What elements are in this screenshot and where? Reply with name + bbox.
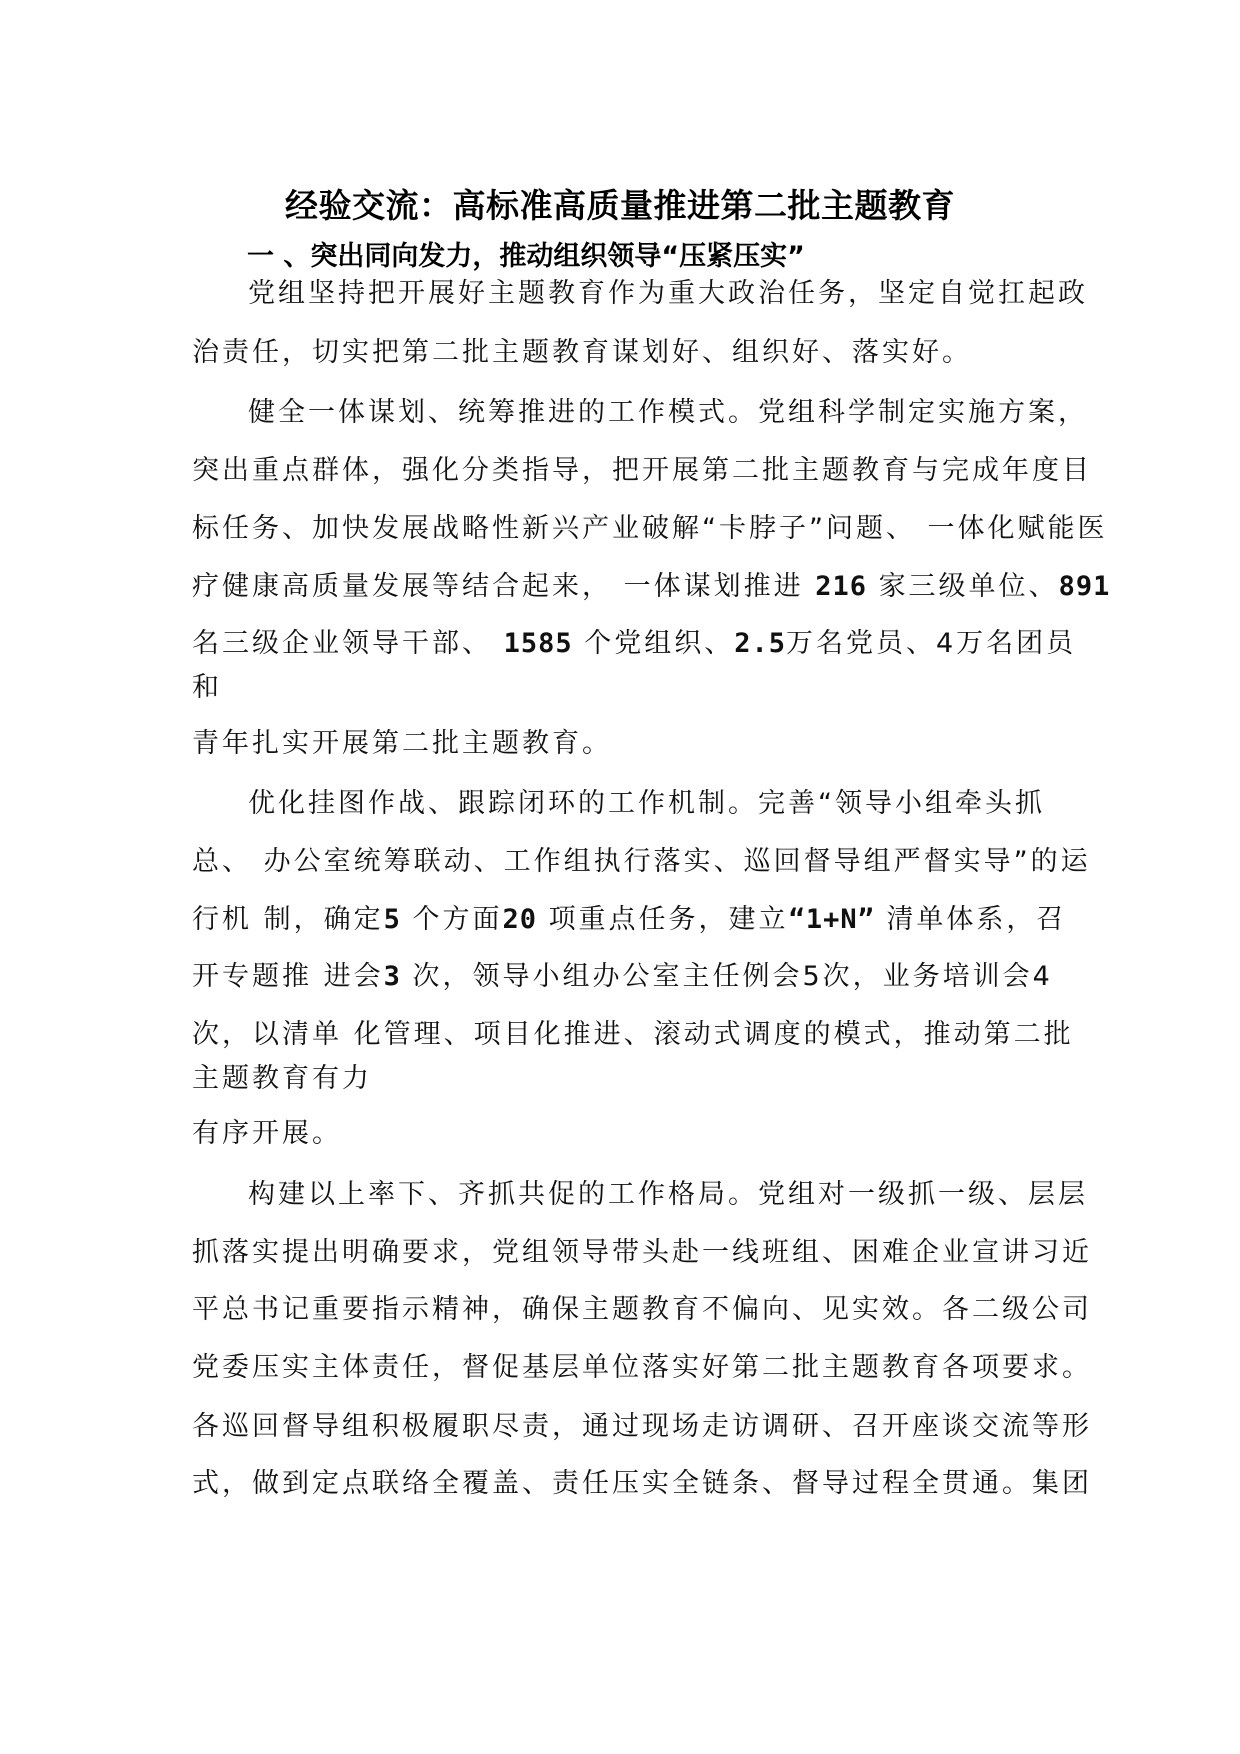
paragraph-line: 党委压实主体责任，督促基层单位落实好第二批主题教育各项要求。	[192, 1352, 1092, 1383]
paragraph-line	[192, 960, 1053, 994]
paragraph-line: 主题教育有力	[192, 1063, 372, 1094]
text-segment: 万名党员、4万名团员	[786, 628, 1077, 659]
text-segment: 家三级单位、	[878, 571, 1059, 602]
paragraph-line: 青年扎实开展第二批主题教育。	[192, 728, 612, 759]
paragraph-line: 党组坚持把开展好主题教育作为重大政治任务，坚定自觉扛起政	[248, 278, 1088, 309]
number-text: 5	[383, 904, 401, 935]
number-text: 20	[502, 904, 537, 935]
number-text: 216	[815, 571, 867, 602]
paragraph-line: 总、 办公室统筹联动、工作组执行落实、巡回督导组严督实导”的运	[192, 846, 1091, 877]
paragraph-line: 健全一体谋划、统筹推进的工作模式。党组科学制定实施方案，	[248, 397, 1088, 428]
text-segment: 疗健康高质量发展等结合起来， 一体谋划推进	[192, 571, 804, 602]
paragraph-line: 构建以上率下、齐抓共促的工作格局。党组对一级抓一级、层层	[248, 1179, 1088, 1210]
document-title: 经验交流：高标准高质量推进第二批主题教育	[285, 186, 955, 225]
paragraph-line: 有序开展。	[192, 1118, 342, 1149]
number-text: “1+N”	[788, 904, 875, 935]
paragraph-line	[192, 570, 1110, 604]
paragraph-line: 抓落实提出明确要求，党组领导带头赴一线班组、困难企业宣讲习近	[192, 1237, 1092, 1268]
paragraph-line: 和	[192, 672, 222, 703]
number-text: 3	[383, 961, 401, 992]
text-segment: 个党组织、	[584, 628, 735, 659]
text-segment: 个方面	[412, 904, 503, 935]
number-text: 2.5	[734, 628, 786, 659]
text-segment: 行机 制，确定	[192, 904, 384, 935]
number-text: 891	[1058, 571, 1111, 602]
text-segment: 名三级企业领导干部、	[192, 628, 504, 659]
paragraph-line	[192, 627, 1076, 661]
paragraph-line: 标任务、加快发展战略性新兴产业破解“卡脖子”问题、 一体化赋能医	[192, 513, 1108, 544]
paragraph-line	[192, 903, 1066, 937]
paragraph-line: 次，以清单 化管理、项目化推进、滚动式调度的模式，推动第二批	[192, 1019, 1074, 1050]
paragraph-line: 优化挂图作战、跟踪闭环的工作机制。完善“领导小组牵头抓	[248, 788, 1045, 819]
text-segment: 次，领导小组办公室主任例会5次，业务培训会4	[412, 961, 1053, 992]
text-segment: 清单体系，召	[886, 904, 1067, 935]
paragraph-line: 式，做到定点联络全覆盖、责任压实全链条、督导过程全贯通。集团	[192, 1468, 1092, 1499]
number-text: 1585	[503, 628, 573, 659]
text-segment: 开专题推 进会	[192, 961, 384, 992]
section-heading: 一 、突出同向发力，推动组织领导“压紧压实”	[247, 241, 805, 272]
paragraph-line: 各巡回督导组积极履职尽责，通过现场走访调研、召开座谈交流等形	[192, 1411, 1092, 1442]
paragraph-line: 突出重点群体，强化分类指导，把开展第二批主题教育与完成年度目	[192, 455, 1092, 486]
text-segment: 项重点任务，建立	[548, 904, 789, 935]
paragraph-line: 治责任，切实把第二批主题教育谋划好、组织好、落实好。	[192, 337, 972, 368]
paragraph-line: 平总书记重要指示精神，确保主题教育不偏向、见实效。各二级公司	[192, 1294, 1092, 1325]
